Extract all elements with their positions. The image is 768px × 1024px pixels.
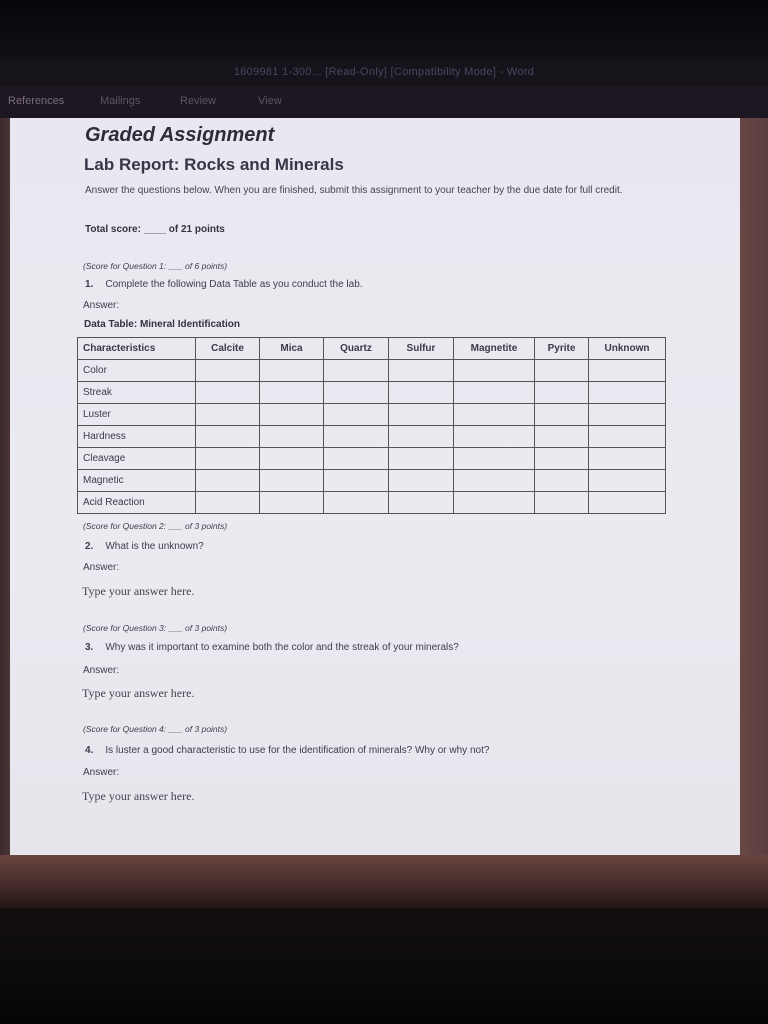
table-cell[interactable]: [324, 448, 389, 470]
table-cell[interactable]: [196, 448, 260, 470]
table-cell[interactable]: [260, 426, 324, 448]
document-page: [10, 118, 740, 855]
tab-references[interactable]: References: [8, 95, 65, 107]
dark-monitor-edge: [0, 0, 768, 58]
question-3-answer-field[interactable]: Type your answer here.: [82, 686, 195, 700]
table-cell[interactable]: [589, 492, 666, 514]
table-cell[interactable]: [324, 404, 389, 426]
table-cell[interactable]: [389, 360, 454, 382]
table-cell[interactable]: [454, 360, 535, 382]
question-4: [85, 745, 489, 756]
column-header-sulfur: Sulfur: [389, 338, 454, 360]
question-4-number: 4.: [85, 745, 94, 756]
table-cell[interactable]: [260, 382, 324, 404]
row-label-luster: Luster: [78, 404, 196, 426]
instructions-text: Answer the questions below. When you are finished, submit this assignment to your teacher by the due date for full credit.: [85, 185, 623, 196]
column-header-characteristics: Characteristics: [78, 338, 196, 360]
table-cell[interactable]: [535, 448, 589, 470]
page-subtitle: Lab Report: Rocks and Minerals: [84, 155, 344, 174]
question-3-score: (Score for Question 3: ___ of 3 points): [83, 623, 228, 633]
question-2: [85, 541, 204, 552]
table-cell[interactable]: [260, 492, 324, 514]
table-header-row: [78, 338, 666, 360]
table-cell[interactable]: [535, 470, 589, 492]
table-cell[interactable]: [589, 404, 666, 426]
column-header-pyrite: Pyrite: [535, 338, 589, 360]
question-2-number: 2.: [85, 541, 94, 552]
column-header-calcite: Calcite: [196, 338, 260, 360]
column-header-mica: Mica: [260, 338, 324, 360]
table-cell[interactable]: [535, 404, 589, 426]
document-area: [0, 118, 768, 908]
question-3: [85, 642, 459, 653]
table-cell[interactable]: [589, 360, 666, 382]
question-1: [85, 279, 363, 290]
window-title: 1609981 1-300... [Read-Only] [Compatibility Mode] - Word: [0, 58, 768, 86]
table-row: [78, 492, 666, 514]
table-cell[interactable]: [324, 426, 389, 448]
table-row: [78, 470, 666, 492]
table-cell[interactable]: [535, 382, 589, 404]
row-label-streak: Streak: [78, 382, 196, 404]
question-1-score: (Score for Question 1: ___ of 6 points): [83, 261, 228, 271]
table-cell[interactable]: [324, 470, 389, 492]
question-1-text: Complete the following Data Table as you conduct the lab.: [105, 279, 363, 290]
table-cell[interactable]: [196, 360, 260, 382]
row-label-hardness: Hardness: [78, 426, 196, 448]
table-cell[interactable]: [324, 492, 389, 514]
table-cell[interactable]: [260, 470, 324, 492]
table-cell[interactable]: [260, 404, 324, 426]
question-4-answer-label: Answer:: [83, 767, 120, 778]
question-4-score: (Score for Question 4: ___ of 3 points): [83, 724, 228, 734]
tab-review[interactable]: Review: [180, 95, 217, 107]
table-cell[interactable]: [196, 404, 260, 426]
table-row: [78, 426, 666, 448]
table-cell[interactable]: [589, 382, 666, 404]
column-header-unknown: Unknown: [589, 338, 666, 360]
question-1-number: 1.: [85, 279, 94, 290]
table-cell[interactable]: [454, 404, 535, 426]
table-cell[interactable]: [196, 470, 260, 492]
table-cell[interactable]: [260, 360, 324, 382]
table-cell[interactable]: [454, 382, 535, 404]
table-cell[interactable]: [389, 448, 454, 470]
table-cell[interactable]: [589, 470, 666, 492]
table-cell[interactable]: [454, 426, 535, 448]
total-score: Total score: ____ of 21 points: [85, 224, 225, 235]
table-cell[interactable]: [196, 492, 260, 514]
question-1-answer-label: Answer:: [83, 300, 120, 311]
table-cell[interactable]: [324, 382, 389, 404]
table-row: [78, 382, 666, 404]
dark-monitor-edge-bottom: [0, 908, 768, 1024]
table-cell[interactable]: [389, 382, 454, 404]
table-cell[interactable]: [589, 426, 666, 448]
row-label-color: Color: [78, 360, 196, 382]
question-2-text: What is the unknown?: [105, 541, 204, 552]
ribbon: [0, 86, 768, 118]
table-cell[interactable]: [260, 448, 324, 470]
table-cell[interactable]: [535, 426, 589, 448]
table-cell[interactable]: [454, 492, 535, 514]
table-cell[interactable]: [389, 404, 454, 426]
table-cell[interactable]: [589, 448, 666, 470]
mineral-data-table: [77, 337, 666, 514]
table-row: [78, 360, 666, 382]
table-cell[interactable]: [389, 426, 454, 448]
row-label-magnetic: Magnetic: [78, 470, 196, 492]
page-title: Graded Assignment: [85, 124, 275, 146]
question-3-text: Why was it important to examine both the color and the streak of your minerals?: [105, 642, 459, 653]
table-cell[interactable]: [196, 426, 260, 448]
row-label-cleavage: Cleavage: [78, 448, 196, 470]
tab-view[interactable]: View: [258, 95, 282, 107]
table-cell[interactable]: [389, 470, 454, 492]
tab-mailings[interactable]: Mailings: [100, 95, 141, 107]
table-cell[interactable]: [454, 470, 535, 492]
table-cell[interactable]: [324, 360, 389, 382]
table-row: [78, 448, 666, 470]
column-header-magnetite: Magnetite: [454, 338, 535, 360]
row-label-acid-reaction: Acid Reaction: [78, 492, 196, 514]
question-2-answer-field[interactable]: Type your answer here.: [82, 584, 195, 598]
column-header-quartz: Quartz: [324, 338, 389, 360]
question-3-answer-label: Answer:: [83, 665, 120, 676]
table-cell[interactable]: [454, 448, 535, 470]
question-2-score: (Score for Question 2: ___ of 3 points): [83, 521, 228, 531]
table-cell[interactable]: [535, 360, 589, 382]
table-cell[interactable]: [196, 382, 260, 404]
table-cell[interactable]: [389, 492, 454, 514]
page-bottom-shadow: [0, 855, 768, 908]
table-row: [78, 404, 666, 426]
question-2-answer-label: Answer:: [83, 562, 120, 573]
question-3-number: 3.: [85, 642, 94, 653]
question-4-text: Is luster a good characteristic to use for the identification of minerals? Why or why not?: [105, 745, 490, 756]
table-caption: Data Table: Mineral Identification: [84, 319, 240, 330]
question-4-answer-field[interactable]: Type your answer here.: [82, 789, 195, 803]
table-cell[interactable]: [535, 492, 589, 514]
